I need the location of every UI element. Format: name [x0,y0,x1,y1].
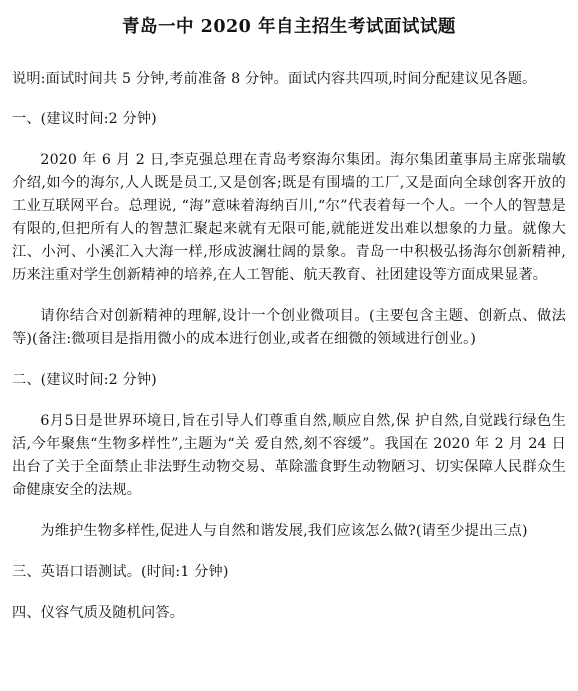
section-3-heading: 三、英语口语测试。(时间:1 分钟) [12,564,229,580]
section-2-paragraph-2: 为维护生物多样性,促进人与自然和谐发展,我们应该怎么做?(请至少提出三点) [40,523,528,539]
section-1-heading: 一、(建议时间:2 分钟) [12,111,157,127]
document-title: 青岛一中 2020 年自主招生考试面试试题 [122,17,456,37]
spacer [12,584,566,602]
spacer [12,392,566,410]
spacer [12,131,566,149]
spacer [12,351,566,369]
spacer [12,287,566,305]
spacer [12,91,566,108]
section-1-paragraph-2: 请你结合对创新精神的理解,设计一个创业微项目。(主要包含主题、创新点、做法等)(备注:微项目是指用微小的成本进行创业,或者在细微的领域进行创业。) [12,308,566,347]
section-2-paragraph-1: 6月5日是世界环境日,旨在引导人们尊重自然,顺应自然,保 护自然,自觉践行绿色生活,今年聚焦“生物多样性”,主题为“关 爱自然,刻不容缓”。我国在 2020 年 2 月 24 日出台了关于全面禁止非法野生动物交易、革除滥食野生动物陋习、切实保障人民群众生命健康安全的法规。 [12,413,566,498]
section-1-paragraph-1: 2020 年 6 月 2 日,李克强总理在青岛考察海尔集团。海尔集团董事局主席张瑞敏介绍,如今的海尔,人人既是员工,又是创客;既是有围墙的工厂,又是面向全球创客开放的工业互联网平台。总理说, “海”意味着海纳百川,“尔”代表着每一个人。一个人的智慧是有限的,但把所有人的智慧汇聚起来就有无限可能,就能迸发出难以想象的力量。就像大江、小河、小溪汇入大海一样,形成波澜壮阔的景象。青岛一中积极弘扬海尔创新精神,历来注重对学生创新精神的培养,在人工智能、航天教育、社团建设等方面成果显著。 [12,152,566,283]
spacer [12,40,566,68]
instructions-text: 说明:面试时间共 5 分钟,考前准备 8 分钟。面试内容共四项,时间分配建议见各题。 [12,71,537,87]
section-2-heading: 二、(建议时间:2 分钟) [12,372,157,388]
spacer [12,543,566,561]
section-4-heading: 四、仪容气质及随机问答。 [12,605,185,621]
spacer [12,502,566,520]
